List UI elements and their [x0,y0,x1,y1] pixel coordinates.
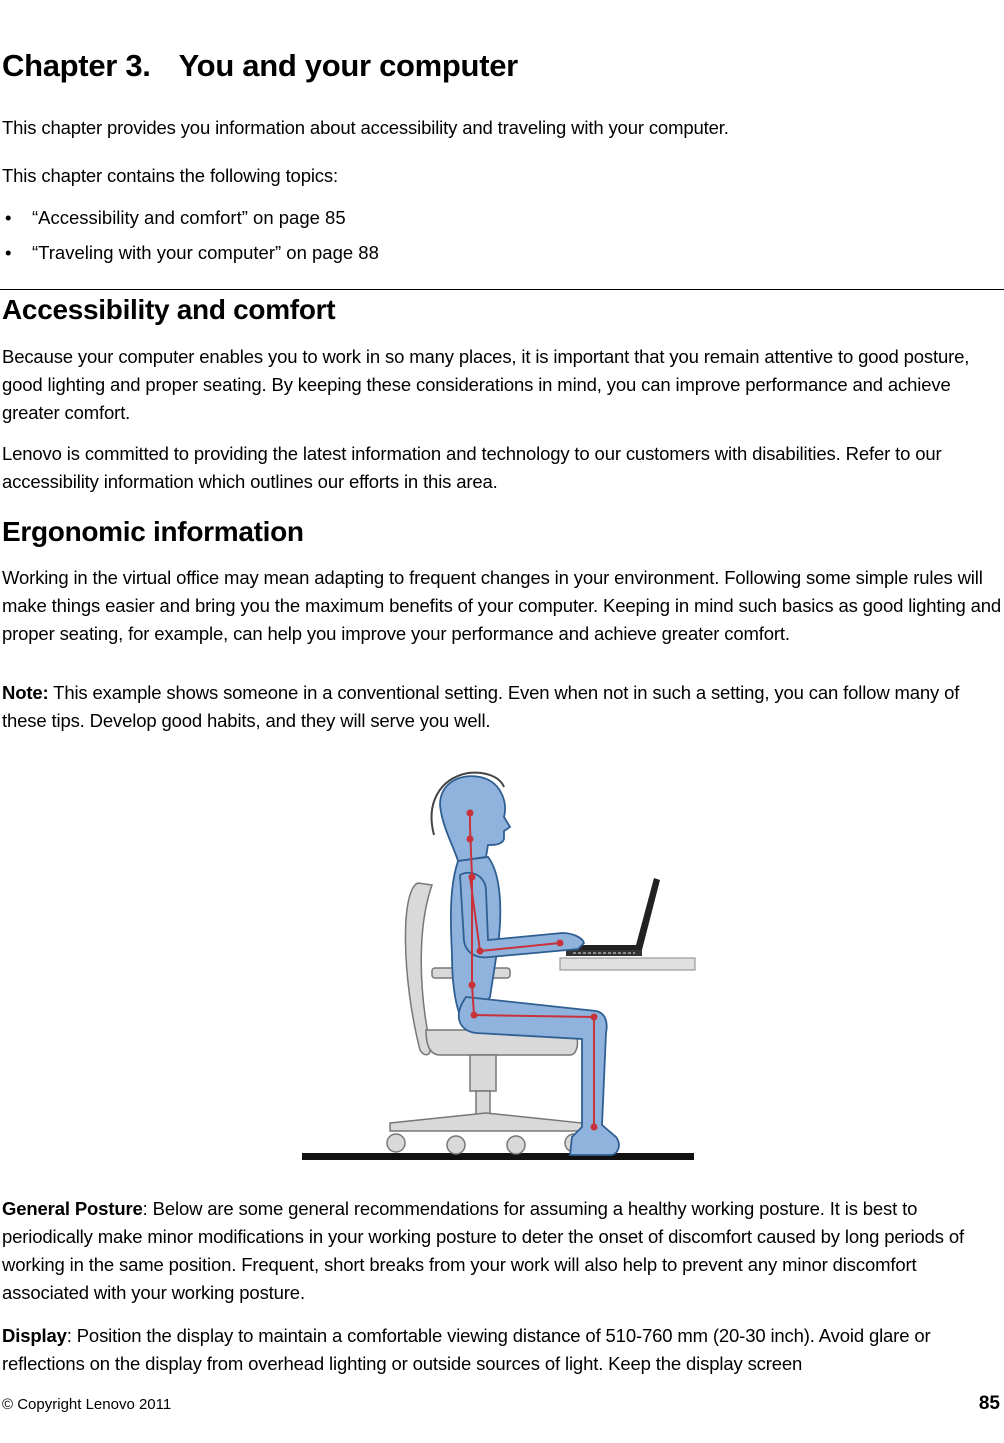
note-label: Note: [2,682,49,703]
note-text: This example shows someone in a conventional setting. Even when not in such a setting, you can follow many of these tips. Develop good habits, and they will serve you well. [2,682,960,731]
section-divider [0,289,1004,290]
chapter-name: You and your computer [178,48,518,83]
ergonomic-paragraph: Working in the virtual office may mean adapting to frequent changes in your environment. Following some simple rules will make things easier and bring you the maximum benefits of your computer. Keeping in mind such basics as good lighting and proper seating, for example, can help you improve your performance and achieve greater comfort. [2,567,1002,644]
topic-link-traveling[interactable]: • “Traveling with your computer” on page 88 [2,235,379,270]
page-number: 85 [978,1393,1000,1414]
desk-surface [560,958,695,970]
ergonomic-note [2,679,1004,735]
accessibility-heading: Accessibility and comfort [2,294,336,325]
topics-intro: This chapter contains the following topics: [2,165,338,186]
general-posture-paragraph [2,1195,1004,1307]
ergonomic-heading: Ergonomic information [2,516,304,547]
accessibility-paragraph-1: Because your computer enables you to work in so many places, it is important that you remain attentive to good posture, good lighting and proper seating. By keeping these considerations in mind, you can improve performance and achieve greater comfort. [2,346,970,423]
footer-copyright: © Copyright Lenovo 2011 [2,1396,172,1413]
chapter-label: Chapter 3. [2,48,151,83]
general-posture-label: General Posture [2,1198,143,1219]
accessibility-paragraph-2: Lenovo is committed to providing the latest information and technology to our customers with disabilities. Refer to our accessibility information which outlines our efforts in this area. [2,443,942,492]
display-label: Display [2,1325,67,1346]
chapter-intro: This chapter provides you information about accessibility and traveling with your computer. [2,117,729,138]
chapter-title [2,48,518,84]
topic-link-accessibility[interactable]: • “Accessibility and comfort” on page 85 [2,200,379,235]
ergonomic-posture-illustration [290,765,710,1170]
general-posture-text: : Below are some general recommendations for assuming a healthy working posture. It is best to periodically make minor modifications in your working posture to deter the onset of discomfort caused by long periods of working in the same position. Frequent, short breaks from your work will also help to prevent any minor discomfort associated with your working posture. [2,1198,964,1303]
display-text: : Position the display to maintain a comfortable viewing distance of 510-760 mm (20-30 inch). Avoid glare or reflections on the display from overhead lighting or outside sources of light. Keep the display screen [2,1325,931,1374]
topics-list [2,200,379,270]
floor-line [302,1153,694,1160]
display-paragraph [2,1322,1004,1378]
